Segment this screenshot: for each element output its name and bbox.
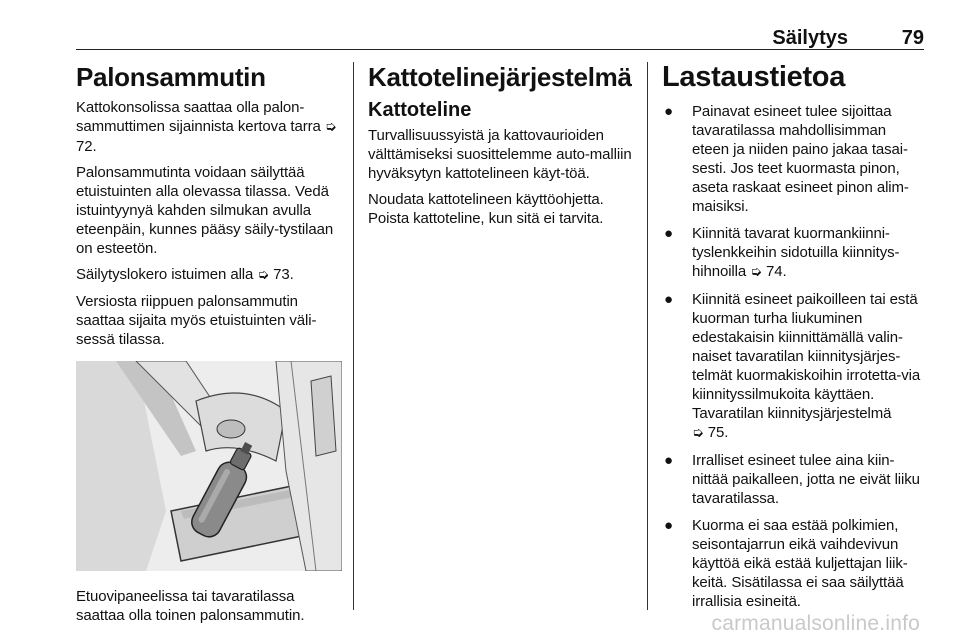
list-item — [662, 290, 926, 443]
list-item — [662, 224, 926, 282]
reference-arrow-icon: ➭ — [257, 267, 269, 283]
section-heading-roof-rack-system: Kattotelinejärjestelmä — [368, 62, 632, 92]
paragraph-storage-reference — [76, 265, 342, 285]
watermark-text: carmanualsonline.info — [711, 612, 920, 635]
page-number: 79 — [901, 27, 924, 49]
column-divider-1 — [353, 62, 354, 610]
column-fire-extinguisher — [76, 62, 342, 632]
page-reference-link[interactable]: 73. — [273, 266, 294, 283]
list-item-text: Painavat esineet tulee sijoittaa tavaratilassa mahdollisimman eteen ja niiden paino jakaa tasai-sesti. Jos teet kuormasta pinon, aseta raskaat esineet pinon alim-maisiksi. — [692, 103, 909, 215]
list-item-text: Irralliset esineet tulee aina kiin-nittää paikalleen, jotta ne eivät liiku tavaratilassa. — [692, 452, 920, 507]
list-item-text: Kiinnitä tavarat kuormankiinni-tyslenkkeihin sidotuilla kiinnitys-hihnoilla — [692, 225, 900, 280]
list-item-text: Kiinnitä esineet paikoilleen tai estä kuorman turha liukuminen edestakaisin kiinnittämällä valin-naiset tavaratilan kiinnitysjärjes-telmät kuormakiskoihin irrotetta-via kiinnityssilmukoita käyttäen. Tavaratilan kiinnitysjärjestelmä — [692, 291, 921, 422]
door-panel-extinguisher-icon — [76, 361, 342, 571]
list-item — [662, 102, 926, 216]
paragraph-roof-rack-instructions: Noudata kattotelineen käyttöohjetta. Poista kattoteline, kun sitä ei tarvita. — [368, 191, 604, 227]
column-divider-2 — [647, 62, 648, 610]
section-heading-loading-info: Lastaustietoa — [662, 61, 846, 93]
section-heading-fire-extinguisher: Palonsammutin — [76, 62, 266, 92]
bullet-icon: ● — [664, 291, 673, 308]
page-reference-link[interactable]: 72. — [76, 138, 97, 155]
paragraph-roof-rack-safety: Turvallisuussyistä ja kattovaurioiden välttämiseksi suosittelemme auto-malliin hyväksytyn kattotelineen käyt-töä. — [368, 127, 632, 182]
page-reference-link[interactable]: 74. — [765, 263, 787, 280]
bullet-icon: ● — [664, 452, 673, 469]
list-item — [662, 451, 926, 508]
paragraph-text: Kattokonsolissa saattaa olla palon-sammuttimen sijainnista kertova tarra — [76, 99, 321, 135]
paragraph-storage-under-seat: Palonsammutinta voidaan säilyttää etuistuinten alla olevassa tilassa. Vedä istuintyynyä kahden silmukan avulla eteenpäin, kunnes pääsy säily-tystilaan on esteetön. — [76, 164, 334, 257]
figure-caption: Etuovipaneelissa tai tavaratilassa saattaa olla toinen palonsammutin. — [76, 588, 305, 624]
reference-arrow-icon: ➭ — [324, 119, 337, 135]
column-roof-rack — [368, 62, 634, 235]
door-panel-extinguisher-illustration — [76, 361, 342, 571]
page-header-title: Säilytys — [772, 27, 848, 49]
paragraph-version-note: Versiosta riippuen palonsammutin saattaa sijaita myös etuistuinten väli-sessä tilassa. — [76, 293, 317, 348]
list-item — [662, 516, 926, 611]
header-divider — [76, 49, 924, 50]
loading-bullet-list — [662, 102, 926, 611]
bullet-icon: ● — [664, 517, 673, 534]
paragraph-sticker-location — [76, 98, 342, 156]
bullet-icon: ● — [664, 103, 673, 120]
bullet-icon: ● — [664, 225, 673, 242]
reference-arrow-icon: ➭ — [750, 264, 762, 280]
list-item-text: Kuorma ei saa estää polkimien, seisontajarrun eikä vaihdevivun käyttöä eikä estää kuljettajan liik-keitä. Sisätilassa ei saa säilyttää irrallisia esineitä. — [692, 517, 908, 610]
reference-arrow-icon: ➭ — [692, 425, 704, 441]
paragraph-text: Säilytyslokero istuimen alla — [76, 266, 254, 283]
column-loading-info — [662, 62, 926, 619]
page-reference-link[interactable]: 75. — [707, 424, 729, 441]
subheading-roof-rack: Kattoteline — [368, 99, 472, 121]
